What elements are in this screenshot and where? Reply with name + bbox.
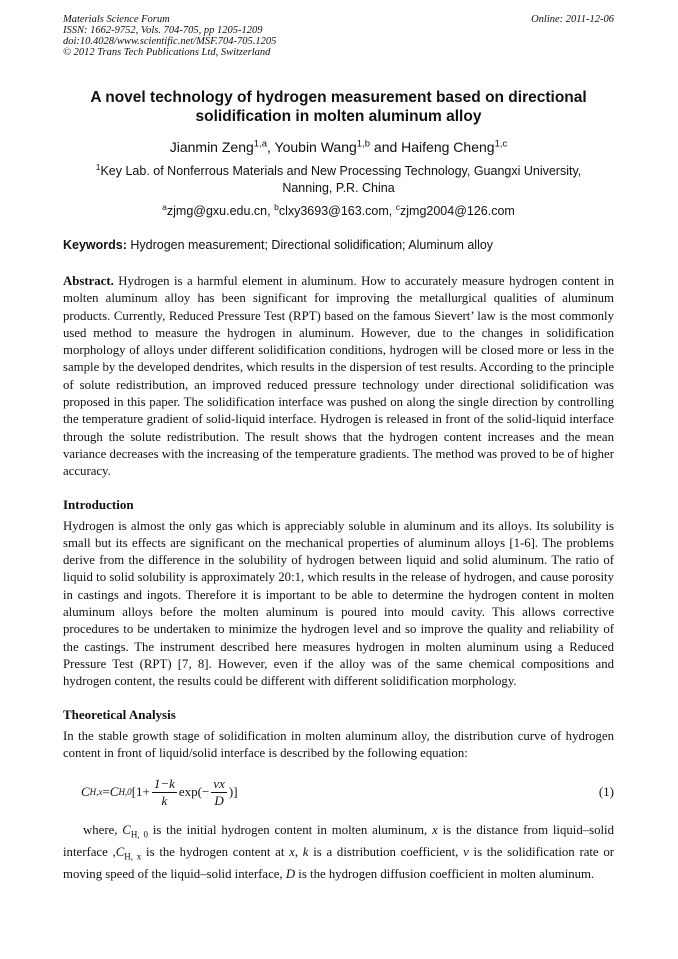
journal-name: Materials Science Forum bbox=[63, 14, 170, 25]
email-address: clxy3693@163.com bbox=[278, 204, 389, 218]
eq-fraction-1-numerator: 1−k bbox=[153, 775, 175, 791]
email-superscript: c bbox=[395, 201, 400, 212]
theory-heading: Theoretical Analysis bbox=[63, 706, 176, 722]
where-symbol: D bbox=[285, 866, 296, 881]
author-name: Haifeng Cheng bbox=[401, 139, 495, 155]
author-superscript: 1,a bbox=[253, 138, 267, 150]
email-address: zjmg2004@126.com bbox=[400, 204, 515, 218]
email-address: zjmg@gxu.edu.cn bbox=[166, 204, 268, 218]
eq-fraction-1-denominator: k bbox=[161, 792, 168, 808]
eq-fraction-1 bbox=[152, 776, 177, 809]
where-text: is the solidification rate or moving speed of the liquid–solid interface, bbox=[63, 844, 615, 881]
online-date: Online: 2011-12-06 bbox=[531, 14, 614, 25]
equation-body bbox=[81, 772, 238, 812]
email-list bbox=[63, 203, 614, 220]
where-symbol: C bbox=[122, 823, 131, 838]
title-line-2: solidification in molten aluminum alloy bbox=[195, 108, 482, 125]
abstract-paragraph bbox=[63, 273, 614, 481]
doi-line: doi:10.4028/www.scientific.net/MSF.704-705.1205 bbox=[63, 36, 277, 47]
where-symbol: C bbox=[115, 844, 125, 859]
email-separator: , bbox=[388, 204, 396, 218]
where-text: where, bbox=[83, 823, 123, 838]
where-symbol: x bbox=[432, 823, 438, 838]
author-separator: and bbox=[370, 139, 402, 155]
email-superscript: b bbox=[274, 201, 279, 212]
where-text: , bbox=[294, 844, 303, 859]
author-separator: , bbox=[267, 139, 275, 155]
abstract-text: Hydrogen is a harmful element in aluminum. How to accurately measure hydrogen content in molten aluminum alloy has been significant for improving the metallurgical qualities of aluminum products. Currently, Reduced Pressure Test (RPT) based on the famous Sievert’ law is the most commonly used method to measure the hydrogen in aluminum. However, due to the changes in solidification morphology of alloys under different solidification conditions, hydrogen will be closed more or less in the sample by the developed dendrites, which results in the dispersion of test results. According to the principle of solute redistribution, an improved reduced pressure technology under directional solidification was proposed in this paper. The solidification interface was pushed on along the single direction by controlling the temperature gradient of solid-liquid interface. Hydrogen is released in front of the solid-liquid interface through the solute redistribution. The result shows that the hydrogen content increases and the mean variance decreases with the increasing of the temperature gradients. The method was proved to be of higher accuracy. bbox=[63, 274, 614, 479]
abstract-label: Abstract. bbox=[63, 274, 114, 288]
paper-page bbox=[63, 14, 614, 883]
author-list bbox=[63, 138, 614, 156]
affiliation-line-1: Key Lab. of Nonferrous Materials and New Processing Technology, Guangxi University, bbox=[100, 164, 582, 178]
where-subscript: H, x bbox=[124, 851, 142, 862]
eq-close-bracket: )] bbox=[228, 784, 238, 800]
eq-exp-open: exp(− bbox=[178, 784, 210, 800]
author-name: Jianmin Zeng bbox=[169, 139, 254, 155]
where-text: is the hydrogen diffusion coefficient in molten aluminum. bbox=[295, 866, 595, 881]
where-text: is the initial hydrogen content in molten aluminum, bbox=[147, 823, 433, 838]
equation-number: (1) bbox=[598, 784, 614, 800]
eq-open-bracket: [1+ bbox=[131, 784, 150, 800]
email-separator: , bbox=[267, 204, 275, 218]
keywords-label: Keywords: bbox=[63, 238, 127, 252]
journal-header bbox=[63, 14, 614, 58]
issn-line: ISSN: 1662-9752, Vols. 704-705, pp 1205-1209 bbox=[63, 25, 263, 36]
title-line-1: A novel technology of hydrogen measurement based on directional bbox=[90, 89, 587, 106]
keywords-line bbox=[63, 237, 614, 254]
affiliation-line-2: Nanning, P.R. China bbox=[282, 181, 395, 195]
where-symbol: k bbox=[302, 844, 309, 859]
copyright-line: © 2012 Trans Tech Publications Ltd, Switzerland bbox=[63, 47, 271, 58]
where-symbol: v bbox=[463, 844, 469, 859]
eq-rhs-subscript: H,0 bbox=[118, 787, 132, 798]
affiliation-superscript: 1 bbox=[95, 161, 101, 172]
eq-fraction-2-denominator: D bbox=[214, 792, 224, 808]
affiliation bbox=[63, 163, 614, 197]
theory-intro-paragraph: In the stable growth stage of solidification in molten aluminum alloy, the distribution curve of hydrogen content in front of liquid/solid interface is described by the following equation: bbox=[63, 728, 614, 760]
eq-lhs-subscript: H,x bbox=[89, 787, 103, 798]
where-text: is the hydrogen content at bbox=[141, 844, 290, 859]
where-symbol: x bbox=[289, 844, 295, 859]
email-superscript: a bbox=[162, 201, 167, 212]
eq-fraction-2-numerator: vx bbox=[213, 775, 225, 791]
author-superscript: 1,b bbox=[356, 138, 371, 150]
where-text: is a distribution coefficient, bbox=[308, 844, 464, 859]
author-name: Youbin Wang bbox=[274, 139, 357, 155]
paper-title bbox=[63, 88, 614, 126]
author-superscript: 1,c bbox=[494, 138, 508, 150]
eq-lhs-symbol: C bbox=[81, 784, 90, 800]
introduction-paragraph: Hydrogen is almost the only gas which is appreciably soluble in aluminum and its alloys. Its solubility is small but its effects are significant on the mechanical properties of aluminum alloys [1-6]. The problems derive from the difference in the solubility of hydrogen between liquid and solid aluminum. The ratio of liquid to solid solubility is approximately 20:1, which results in the release of hydrogen, and cause porosity in castings and ingots. Therefore it is important to be able to determine the hydrogen content in molten aluminum alloys before the molten aluminum is poured into mould cavity. This allows corrective procedures to be undertaken to minimize the hydrogen level and so improve the quality and reliability of the castings. The instrument described here measures hydrogen in molten aluminum using a Reduced Pressure Test (RPT) [7, 8]. However, even if the alloy was of the same chemical compositions and hydrogen content, the results could be different with different solidification morphology. bbox=[63, 518, 614, 689]
keywords-text: Hydrogen measurement; Directional solidification; Aluminum alloy bbox=[126, 238, 494, 252]
where-subscript: H, 0 bbox=[130, 829, 148, 840]
introduction-heading: Introduction bbox=[63, 496, 134, 512]
eq-fraction-2 bbox=[211, 776, 227, 809]
equation-1 bbox=[63, 768, 614, 816]
where-text: is the distance from liquid–solid interface , bbox=[63, 823, 615, 859]
eq-rhs-symbol: C bbox=[109, 784, 119, 800]
eq-equals: = bbox=[102, 784, 110, 800]
where-paragraph bbox=[63, 822, 614, 883]
